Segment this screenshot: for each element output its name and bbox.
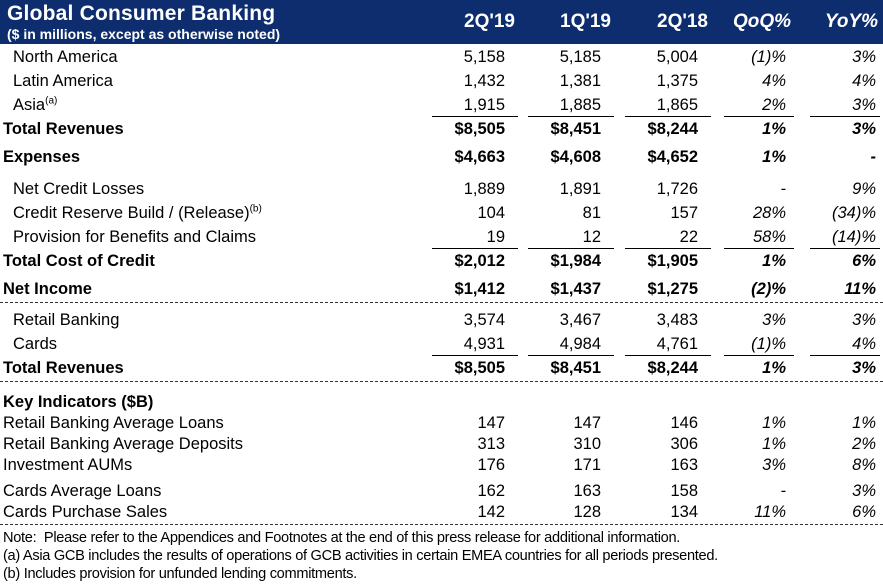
cell-value: 5,158	[463, 48, 505, 66]
cell-value: 313	[477, 435, 505, 453]
cell-value: 3%	[810, 93, 880, 117]
row-label-text: Cards	[13, 335, 58, 353]
cell-value: 157	[670, 204, 698, 222]
cell-value: 1,889	[463, 180, 505, 198]
cell-value	[432, 392, 518, 413]
cell-value: 81	[582, 204, 601, 222]
cell-value: 1,865	[625, 93, 711, 117]
row-label	[0, 69, 422, 93]
table-row	[0, 308, 883, 332]
cell-value: 5,004	[656, 48, 698, 66]
cell-value: 6%	[852, 503, 876, 521]
cell-value: 147	[477, 414, 505, 432]
cell-value: -	[870, 148, 876, 166]
cell-value: 1%	[852, 414, 876, 432]
cell-value: 11%	[844, 280, 876, 298]
cell-value: $8,451	[550, 359, 601, 377]
column-header-1q19: 1Q'19	[560, 11, 611, 32]
row-label	[0, 201, 422, 225]
row-label-text: Credit Reserve Build / (Release)	[13, 204, 250, 222]
row-label	[0, 413, 422, 434]
cell-value: -	[780, 482, 786, 500]
footnote-general: Note: Please refer to the Appendices and Footnotes at the end of this press release for additional information.	[3, 530, 681, 546]
row-label	[0, 502, 422, 523]
cell-value: $8,505	[454, 120, 505, 138]
cell-value	[625, 392, 711, 413]
cell-value: 2%	[724, 93, 794, 117]
dashed-divider	[0, 302, 883, 303]
page-subtitle: ($ in millions, except as otherwise noted)	[7, 26, 281, 42]
cell-value: 4,931	[432, 332, 518, 356]
cell-value: 1%	[762, 414, 786, 432]
cell-value: (34)%	[831, 204, 876, 222]
cell-value: $1,412	[454, 280, 505, 298]
cell-value: 158	[670, 482, 698, 500]
cell-value: (1)%	[724, 332, 794, 356]
cell-value: 163	[573, 482, 601, 500]
footnote-b: (b) Includes provision for unfunded lending commitments.	[3, 566, 357, 582]
cell-value: 4,761	[625, 332, 711, 356]
table-row	[0, 392, 883, 413]
table-row	[0, 455, 883, 476]
row-label-text: Cards Purchase Sales	[3, 503, 168, 521]
section-revenues-by-business	[0, 308, 883, 380]
row-label	[0, 225, 422, 249]
table-row	[0, 434, 883, 455]
cell-value: 4%	[762, 72, 786, 90]
row-label-text: Expenses	[3, 148, 81, 166]
cell-value: $8,244	[647, 359, 698, 377]
cell-value	[810, 392, 880, 413]
footnote-a: (a) Asia GCB includes the results of operations of GCB activities in certain EMEA countries for all periods presented.	[3, 548, 718, 564]
cell-value: 1%	[762, 435, 786, 453]
cell-value: 3%	[762, 311, 786, 329]
cell-value: 1,375	[656, 72, 698, 90]
cell-value: 3%	[852, 311, 876, 329]
cell-value: $4,608	[550, 148, 601, 166]
row-label	[0, 392, 422, 413]
cell-value: 12	[528, 225, 614, 249]
cell-value: 1%	[762, 359, 786, 377]
cell-value: 28%	[752, 204, 786, 222]
row-label-text: Net Credit Losses	[13, 180, 145, 198]
table-row	[0, 201, 883, 225]
cell-value: $8,451	[550, 120, 601, 138]
cell-value: 5,185	[559, 48, 601, 66]
row-label	[0, 145, 422, 169]
cell-value: 6%	[852, 252, 876, 270]
cell-value: 163	[670, 456, 698, 474]
page-title: Global Consumer Banking	[7, 2, 276, 25]
footnotes	[0, 529, 883, 583]
cell-value: 1%	[762, 120, 786, 138]
cell-value: 3%	[852, 359, 876, 377]
cell-value: $1,275	[647, 280, 698, 298]
table-row	[0, 413, 883, 434]
table-row	[0, 45, 883, 69]
column-header-yoy: YoY%	[824, 11, 878, 32]
row-label	[0, 332, 422, 356]
section-key-indicators	[0, 392, 883, 523]
row-label-text: Retail Banking Average Loans	[3, 414, 224, 432]
cell-value: 8%	[852, 456, 876, 474]
row-label-text: Total Revenues	[3, 120, 124, 138]
cell-value: 3%	[852, 482, 876, 500]
cell-value: 1,726	[656, 180, 698, 198]
table-row	[0, 93, 883, 117]
cell-value: 1,432	[463, 72, 505, 90]
table-row	[0, 277, 883, 301]
cell-value: (1)%	[751, 48, 786, 66]
row-label	[0, 455, 422, 476]
cell-value: 104	[477, 204, 505, 222]
cell-value: 1%	[762, 148, 786, 166]
row-label-text: Net Income	[3, 280, 92, 298]
cell-value: -	[780, 180, 786, 198]
cell-value: 146	[670, 414, 698, 432]
column-header-2q18: 2Q'18	[657, 11, 708, 32]
table-row	[0, 481, 883, 502]
row-label	[0, 434, 422, 455]
cell-value: 142	[477, 503, 505, 521]
row-label-text: Retail Banking	[13, 311, 120, 329]
table-row	[0, 332, 883, 356]
cell-value: 4%	[810, 332, 880, 356]
row-label	[0, 481, 422, 502]
cell-value: 3%	[852, 48, 876, 66]
cell-value: 1,885	[528, 93, 614, 117]
cell-value: $8,244	[647, 120, 698, 138]
table-row	[0, 502, 883, 523]
row-label-text: North America	[13, 48, 118, 66]
footnote-marker: (b)	[249, 203, 262, 215]
banner-title-block	[7, 0, 422, 44]
table-row	[0, 225, 883, 249]
dashed-divider	[0, 524, 883, 525]
cell-value: 3,574	[463, 311, 505, 329]
financial-table-body	[0, 45, 883, 525]
cell-value: 171	[573, 456, 601, 474]
cell-value: 1,381	[559, 72, 601, 90]
row-label-text: Investment AUMs	[3, 456, 133, 474]
table-row	[0, 145, 883, 169]
cell-value: 19	[432, 225, 518, 249]
section-expenses	[0, 145, 883, 169]
cell-value: 306	[670, 435, 698, 453]
table-row	[0, 356, 883, 380]
cell-value: $4,652	[647, 148, 698, 166]
cell-value: 1,891	[559, 180, 601, 198]
cell-value: (14)%	[810, 225, 880, 249]
row-label-text: Key Indicators ($B)	[3, 393, 154, 411]
cell-value: (2)%	[751, 280, 786, 298]
column-header-qoq: QoQ%	[732, 11, 791, 32]
cell-value: 22	[625, 225, 711, 249]
row-label	[0, 277, 422, 301]
cell-value: 9%	[852, 180, 876, 198]
row-label-text: Total Cost of Credit	[3, 252, 155, 270]
cell-value: $1,905	[647, 252, 698, 270]
row-label-text: Retail Banking Average Deposits	[3, 435, 244, 453]
row-label	[0, 177, 422, 201]
row-label	[0, 308, 422, 332]
cell-value: 3%	[852, 120, 876, 138]
cell-value: 162	[477, 482, 505, 500]
cell-value	[724, 392, 794, 413]
cell-value: 3,483	[656, 311, 698, 329]
cell-value: $8,505	[454, 359, 505, 377]
table-row	[0, 69, 883, 93]
footnote-marker: (a)	[45, 95, 58, 107]
cell-value: $4,663	[454, 148, 505, 166]
row-label-text: Asia	[13, 96, 46, 114]
row-label-text: Latin America	[13, 72, 113, 90]
cell-value: 1,915	[432, 93, 518, 117]
row-label	[0, 45, 422, 69]
cell-value: 11%	[754, 503, 786, 521]
cell-value: 310	[573, 435, 601, 453]
cell-value: 4%	[852, 72, 876, 90]
cell-value: 147	[573, 414, 601, 432]
cell-value: 1%	[762, 252, 786, 270]
section-revenues-by-region	[0, 45, 883, 141]
row-label	[0, 356, 422, 380]
cell-value: 2%	[852, 435, 876, 453]
dashed-divider	[0, 381, 883, 382]
row-label-text: Provision for Benefits and Claims	[13, 228, 257, 246]
section-net-income	[0, 277, 883, 301]
cell-value: 3%	[762, 456, 786, 474]
table-header-banner	[0, 0, 883, 44]
row-label	[0, 93, 422, 117]
column-header-2q19: 2Q'19	[464, 11, 515, 32]
cell-value: $1,437	[550, 280, 601, 298]
table-row	[0, 117, 883, 141]
table-row	[0, 177, 883, 201]
row-label-text: Cards Average Loans	[3, 482, 162, 500]
row-label	[0, 249, 422, 273]
cell-value: 58%	[724, 225, 794, 249]
section-cost-of-credit	[0, 177, 883, 273]
cell-value	[528, 392, 614, 413]
cell-value: 4,984	[528, 332, 614, 356]
row-label	[0, 117, 422, 141]
cell-value: 134	[670, 503, 698, 521]
cell-value: 128	[573, 503, 601, 521]
cell-value: $1,984	[550, 252, 601, 270]
cell-value: 176	[477, 456, 505, 474]
cell-value: 3,467	[559, 311, 601, 329]
row-label-text: Total Revenues	[3, 359, 124, 377]
cell-value: $2,012	[454, 252, 505, 270]
table-row	[0, 249, 883, 273]
